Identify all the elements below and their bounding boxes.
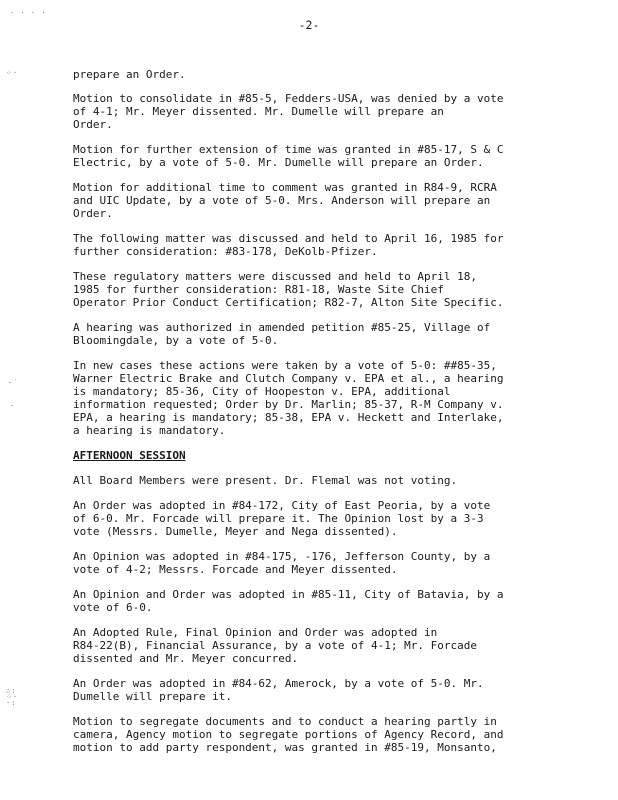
scan-mark-top-left: · · · · bbox=[10, 9, 47, 17]
margin-mark-3: · bbox=[10, 402, 16, 410]
paragraph: An Order was adopted in #84-62, Amerock, by a vote of 5-0. Mr. Dumelle will prepare it. bbox=[73, 677, 484, 703]
margin-mark-4: ∴: ⁘· ·: bbox=[6, 687, 19, 707]
paragraph: Motion for additional time to comment was granted in R84-9, RCRA and UIC Update, by a vote of 5-0. Mrs. Anderson will prepare an Order. bbox=[73, 181, 497, 220]
page-number: -2- bbox=[298, 18, 320, 32]
document-body bbox=[73, 68, 551, 766]
paragraph: Motion to consolidate in #85-5, Fedders-USA, was denied by a vote of 4-1; Mr. Meyer dissented. Mr. Dumelle will prepare an Order. bbox=[73, 92, 504, 131]
paragraph: An Opinion was adopted in #84-175, -176, Jefferson County, by a vote of 4-2; Messrs. Forcade and Meyer dissented. bbox=[73, 550, 491, 576]
paragraph: In new cases these actions were taken by a vote of 5-0: ##85-35, Warner Electric Brake and Clutch Company v. EPA et al., a hearing is mandatory; 85-36, City of Hoopeston v. EPA, additional information requested; Order by Dr. Marlin; 85-37, R-M Company v. EPA, a hearing is mandatory; 85-38, EPA v. Heckett and Interlake, a hearing is mandatory. bbox=[73, 359, 504, 437]
paragraph: These regulatory matters were discussed and held to April 18, 1985 for further consideration: R81-18, Waste Site Chief Operator Prior Conduct Certification; R82-7, Alton Site Specific. bbox=[73, 270, 504, 309]
paragraph: prepare an Order. bbox=[73, 68, 186, 81]
paragraph: Motion to segregate documents and to conduct a hearing partly in camera, Agency motion to segregate portions of Agency Record, and motion to add party respondent, was granted in #85-19, Monsanto, bbox=[73, 715, 504, 754]
paragraph: A hearing was authorized in amended petition #85-25, Village of Bloomingdale, by a vote of 5-0. bbox=[73, 321, 491, 347]
paragraph: All Board Members were present. Dr. Flemal was not voting. bbox=[73, 474, 458, 487]
margin-mark-1: ⁘· bbox=[6, 69, 19, 77]
paragraph: An Adopted Rule, Final Opinion and Order was adopted in R84-22(B), Financial Assurance, by a vote of 4-1; Mr. Forcade dissented and Mr. Meyer concurred. bbox=[73, 626, 477, 665]
margin-mark-2: ·˙ bbox=[8, 379, 19, 387]
paragraph: The following matter was discussed and held to April 16, 1985 for further consideration: #83-178, DeKolb-Pfizer. bbox=[73, 232, 504, 258]
paragraph: An Order was adopted in #84-172, City of East Peoria, by a vote of 6-0. Mr. Forcade will prepare it. The Opinion lost by a 3-3 vote (Messrs. Dumelle, Meyer and Nega dissented). bbox=[73, 499, 491, 538]
paragraph: An Opinion and Order was adopted in #85-11, City of Batavia, by a vote of 6-0. bbox=[73, 588, 504, 614]
paragraph: Motion for further extension of time was granted in #85-17, S & C Electric, by a vote of 5-0. Mr. Dumelle will prepare an Order. bbox=[73, 143, 504, 169]
section-heading: AFTERNOON SESSION bbox=[73, 449, 186, 462]
